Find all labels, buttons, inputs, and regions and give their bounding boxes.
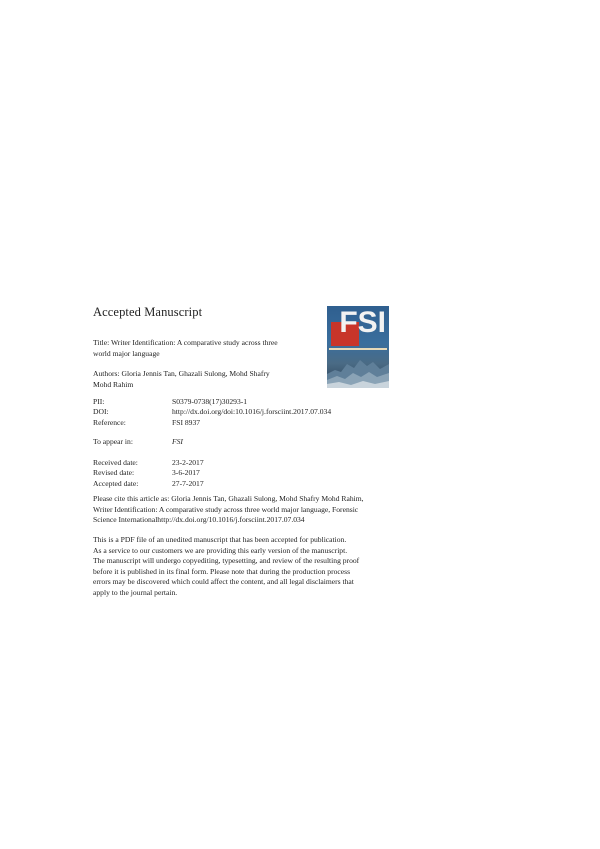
date-value: 3-6-2017: [172, 468, 200, 478]
notice-line: This is a PDF file of an unedited manuscript that has been accepted for publication.: [93, 535, 347, 544]
date-row-received: [93, 458, 204, 468]
title-line: Title: Writer Identification: A comparative study across three: [93, 338, 278, 347]
identifier-value: S0379-0738(17)30293-1: [172, 397, 248, 406]
dates-table: [93, 458, 204, 489]
journal-name: FSI: [172, 437, 183, 446]
identifier-label: DOI:: [93, 407, 109, 417]
notice-paragraph: [93, 535, 393, 599]
to-appear-row: [93, 437, 183, 447]
identifier-label: Reference:: [93, 417, 126, 427]
identifier-row-pii: [93, 397, 331, 407]
notice-line: apply to the journal pertain.: [93, 587, 178, 597]
cover-landscape-graphic: [327, 352, 389, 388]
title-line: world major language: [93, 348, 160, 358]
appear-row: [93, 437, 183, 447]
notice-line: before it is published in its final form. Please note that during the production process: [93, 566, 351, 576]
identifier-value: FSI 8937: [172, 417, 201, 427]
notice-line: The manuscript will undergo copyediting, typesetting, and review of the resulting proof: [93, 556, 360, 566]
journal-cover-image: [327, 306, 389, 388]
date-label: Received date:: [93, 458, 138, 467]
manuscript-authors: [93, 369, 338, 390]
citation-line: Writer Identification: A comparative study across three world major language, Forensic: [93, 504, 359, 514]
date-label: Revised date:: [93, 468, 135, 478]
authors-line: Authors: Gloria Jennis Tan, Ghazali Sulong, Mohd Shafry: [93, 369, 270, 378]
citation-line: Science Internationalhttp://dx.doi.org/10.1016/j.forsciint.2017.07.034: [93, 515, 305, 525]
identifier-row-doi: [93, 407, 331, 417]
manuscript-title: [93, 338, 338, 359]
citation-line: Please cite this article as: Gloria Jennis Tan, Ghazali Sulong, Mohd Shafry Mohd Rahim,: [93, 494, 364, 503]
date-value: 27-7-2017: [172, 478, 204, 488]
citation-paragraph: [93, 494, 393, 526]
notice-line: errors may be discovered which could affect the content, and all legal disclaimers that: [93, 577, 354, 587]
notice-line: As a service to our customers we are providing this early version of the manuscript.: [93, 545, 348, 555]
authors-line: Mohd Rahim: [93, 379, 134, 389]
page-heading: Accepted Manuscript: [93, 305, 203, 319]
date-label: Accepted date:: [93, 478, 139, 488]
appear-label: To appear in:: [93, 437, 133, 446]
date-value: 23-2-2017: [172, 458, 204, 467]
identifier-row-reference: [93, 418, 331, 428]
identifier-label: PII:: [93, 397, 105, 406]
identifiers-table: [93, 397, 331, 428]
date-row-accepted: [93, 479, 204, 489]
cover-strip: [329, 348, 387, 350]
cover-logo-text: FSI: [339, 306, 386, 339]
date-row-revised: [93, 468, 204, 478]
doi-link[interactable]: http://dx.doi.org/doi:10.1016/j.forsciint.2017.07.034: [172, 407, 332, 417]
